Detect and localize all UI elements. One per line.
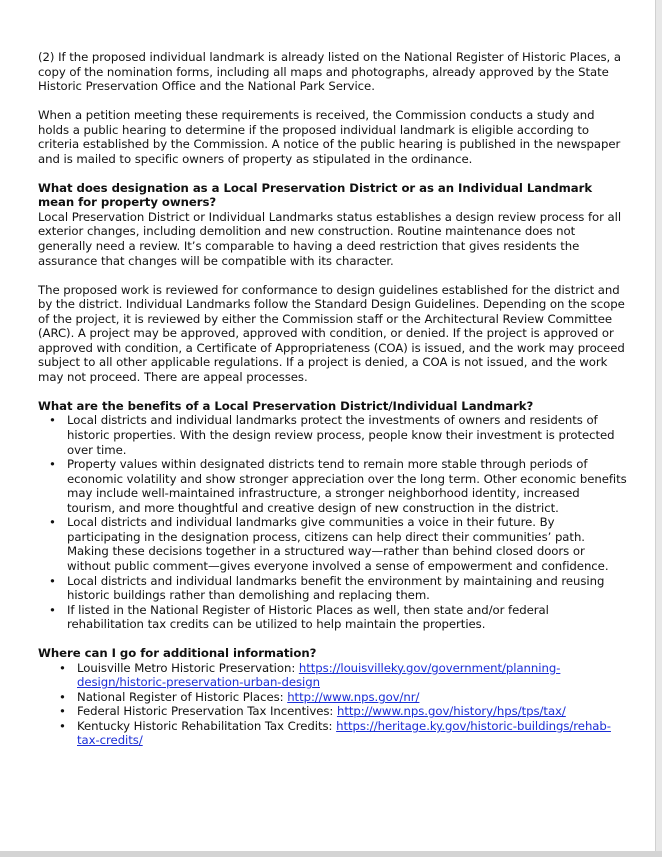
petition-paragraph: When a petition meeting these requirements is received, the Commission conducts a study and holds a public hearing to determine if the proposed individual landmark is eligible according to criteria established by the Commission. A notice of the public hearing is published in the newspaper and is mailed to specific owners of property as stipulated in the ordinance.: [38, 108, 621, 166]
info-link-item: [38, 719, 628, 748]
designation-paragraph-1: Local Preservation District or Individual Landmarks status establishes a design review process for all exterior changes, including demolition and new construction. Routine maintenance does not generally need a review. It’s comparable to having a deed restriction that gives residents the assurance that changes will be compatible with its character.: [38, 209, 622, 268]
designation-heading: What does designation as a Local Preservation District or as an Individual Landmark mean for property owners?: [38, 180, 593, 210]
info-link-label: Kentucky Historic Rehabilitation Tax Credits:: [77, 718, 337, 733]
page-edge-bottom: [0, 851, 662, 857]
page-edge-right: [655, 0, 662, 857]
info-link-label: Louisville Metro Historic Preservation:: [77, 660, 299, 675]
federal-tax-incentives-link[interactable]: http://www.nps.gov/history/hps/tps/tax/: [336, 704, 566, 719]
info-link-item: [38, 690, 628, 705]
louisville-preservation-link[interactable]: https://louisvilleky.gov/government/planning-design/historic-preservation-urban-design: [77, 660, 561, 690]
benefit-item: • Local districts and individual landmarks benefit the environment by maintaining and reusing historic buildings rather than demolishing and replacing them.: [38, 574, 628, 603]
designation-paragraph-2: The proposed work is reviewed for conformance to design guidelines established for the district and by the district. Individual Landmarks follow the Standard Design Guidelines. Depending on the scope of the project, it is reviewed by either the Commission staff or the Architectural Review Committee (ARC). A project may be approved, approved with condition, or denied. If the project is approved or approved with condition, a Certificate of Appropriateness (COA) is issued, and the work may proceed subject to all other applicable regulations. If a project is denied, a COA is not issued, and the work may not proceed. There are appeal processes.: [38, 282, 625, 384]
info-links-list: [38, 661, 628, 748]
benefit-item: • Property values within designated districts tend to remain more stable through periods of economic volatility and show stronger appreciation over the long term. Other economic benefits may include well-maintained infrastructure, a stronger neighborhood identity, increased tourism, and more thoughtful and creative design of new construction in the district.: [38, 457, 628, 515]
benefit-item: • If listed in the National Register of Historic Places as well, then state and/or federal rehabilitation tax credits can be utilized to help maintain the properties.: [38, 603, 628, 632]
benefits-heading: What are the benefits of a Local Preservation District/Individual Landmark?: [38, 398, 534, 413]
benefit-item: • Local districts and individual landmarks give communities a voice in their future. By participating in the designation process, citizens can help direct their communities’ path. Making these decisions together in a structured way—rather than behind closed doors or without public comment—gives everyone involved a sense of empowerment and confidence.: [38, 515, 628, 573]
info-heading: Where can I go for additional information?: [38, 646, 317, 661]
kentucky-tax-credits-link[interactable]: https://heritage.ky.gov/historic-buildings/rehab-tax-credits/: [77, 718, 611, 748]
page-content: [38, 50, 628, 748]
benefit-item: • Local districts and individual landmarks protect the investments of owners and residents of historic properties. With the design review process, people know their investment is protected over time.: [38, 413, 628, 457]
info-link-label: Federal Historic Preservation Tax Incentives:: [77, 704, 337, 719]
benefits-list: [38, 413, 628, 631]
national-register-link[interactable]: http://www.nps.gov/nr/: [287, 689, 420, 704]
info-link-item: [38, 704, 628, 719]
info-link-item: [38, 661, 628, 690]
intro-item-2: (2) If the proposed individual landmark is already listed on the National Register of Historic Places, a copy of the nomination forms, including all maps and photographs, already approved by the State Historic Preservation Office and the National Park Service.: [38, 50, 621, 94]
info-link-label: National Register of Historic Places:: [77, 689, 288, 704]
